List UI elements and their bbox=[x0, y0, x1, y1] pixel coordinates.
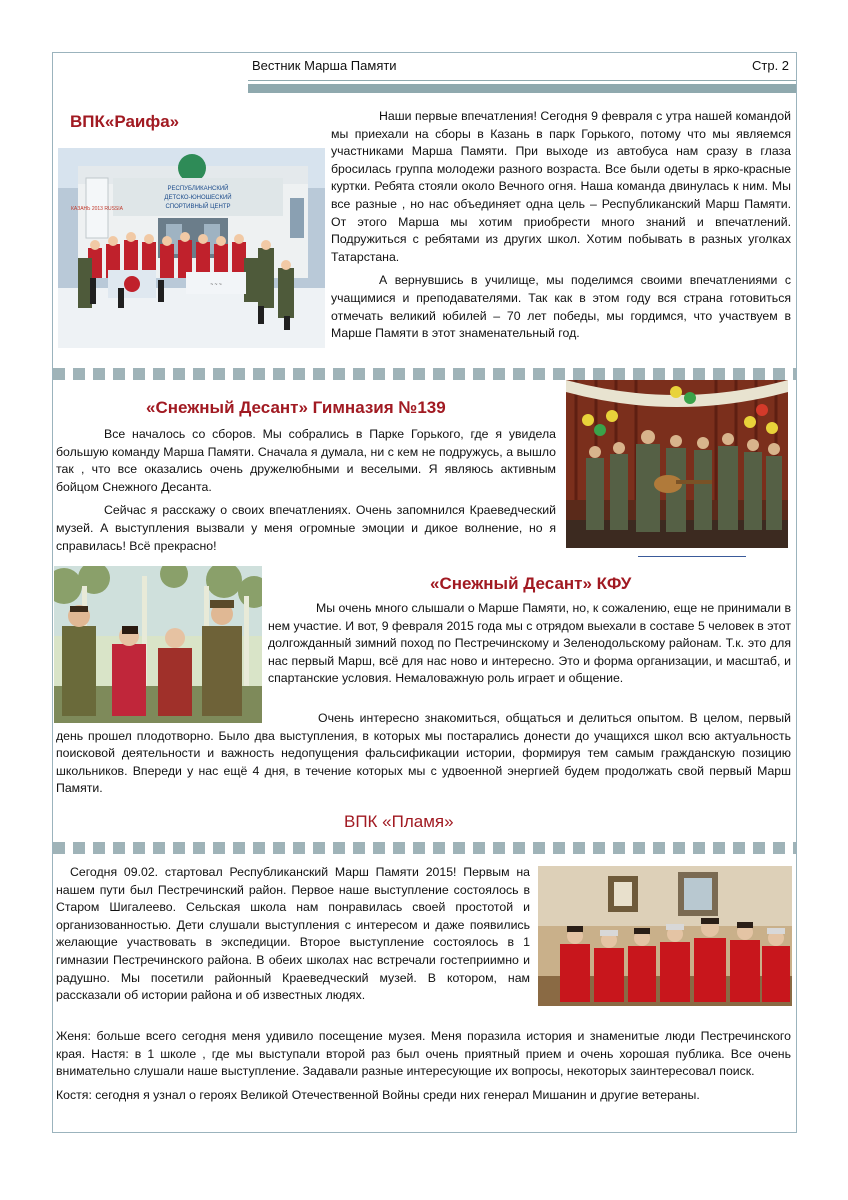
text-plamya-2 bbox=[56, 1028, 791, 1104]
photo-raifa-banner: КАЗАНЬ 2013 RUSSIA bbox=[71, 206, 123, 212]
gymnasium-paragraph-2: Сейчас я расскажу о своих впечатлениях. Очень запомнился Краеведческий музей. А выступления вызвали у меня огромные эмоции и дикое волнение, но я справилась! Всё прекрасно! bbox=[56, 503, 556, 553]
page-number: Стр. 2 bbox=[752, 58, 790, 73]
text-plamya-1 bbox=[56, 864, 530, 1005]
photo-raifa-sign-2: ДЕТСКО-ЮНОШЕСКИЙ bbox=[164, 195, 232, 201]
plamya-paragraph-3: Костя: сегодня я узнал о героях Великой Отечественной Войны среди них генерал Мишанин и другие ветераны. bbox=[56, 1087, 700, 1102]
photo-separator-line bbox=[638, 556, 746, 557]
text-raifa bbox=[331, 108, 791, 343]
header-rule-thin bbox=[248, 80, 796, 81]
raifa-paragraph-2: А вернувшись в училище, мы поделимся своими впечатлениями с учащимися и преподавателями. Так как в этом году вся страна готовиться отмечать великий юбилей – 70 лет победы, мы гордимся, что участвуем в Марше Памяти в этот знаменательный год. bbox=[331, 273, 791, 341]
section-title-gymnasium: «Снежный Десант» Гимназия №139 bbox=[146, 398, 446, 417]
section-title-kfu: «Снежный Десант» КФУ bbox=[430, 574, 632, 593]
photo-raifa-sign-1: РЕСПУБЛИКАНСКИЙ bbox=[167, 186, 229, 192]
plamya-paragraph-1: Сегодня 09.02. стартовал Республиканский Марш Памяти 2015! Первым на нашем пути был Пестречинский район. Первое наше выступление состоялось в Старом Шигалеево. Сельская школа нам понравилась своей простотой и организованностью. Дети слушали выступления с интересом и даже появились желающие участвовать в экспедиции. Второе выступление состоялось в 1 гимназии Пестречинского района. В обеих школах нас встречали гостеприимно и радушно. Мы посетили районный Краеведческий музей. В котором, нам рассказали об истории района и об известных людях. bbox=[56, 865, 530, 1003]
plamya-paragraph-2: Женя: больше всего сегодня меня удивило посещение музея. Меня поразила история и знаменитые люди Пестречинского края. Настя: в 1 школе , где мы выступали второй раз был очень приятный прием и очень хорошая публика. Все очень внимательно слушали наше выступление. Задавали разные интересующие их вопросы, некоторых заинтересовал поиск. bbox=[56, 1029, 791, 1079]
text-kfu-1 bbox=[268, 600, 791, 688]
section-title-raifa: ВПК«Раифа» bbox=[70, 112, 180, 131]
text-gymnasium bbox=[56, 426, 556, 555]
newsletter-title: Вестник Марша Памяти bbox=[252, 58, 397, 73]
photo-raifa-sign-3: СПОРТИВНЫЙ ЦЕНТР bbox=[165, 204, 231, 210]
raifa-paragraph-1: Наши первые впечатления! Сегодня 9 февраля с утра нашей командой мы приехали на сборы в Казань в парк Горького, потому что мы являемся участниками Марша Памяти. При выходе из автобуса нам сразу в глаза бросилась группа молодежи разного возраста. Все были одеты в ярко-красные куртки. Ребята стояли около Вечного огня. Наша команда двинулась к ним. Мы все разные , но нас объединяет одна цель – Республиканский Марш Памяти. От этого Марша мы хотим приобрести много знаний и впечатлений. Подружиться с ребятами из других школ. Хотим побывать в разных уголках Татарстана. bbox=[331, 109, 791, 264]
kfu-paragraph-2: Очень интересно знакомиться, общаться и делиться опытом. В целом, первый день прошел плодотворно. Было два выступления, в которых мы постарались донести до учащихся школ всю актуальность поисковой деятельности и важность недопущения фальсификации истории, формируя тем самым гражданскую позицию школьников. Впереди у нас ещё 4 дня, в течение которых мы с удвоенной энергией будем продолжать свой первый Марш Памяти. bbox=[56, 711, 791, 796]
section-divider bbox=[53, 368, 796, 380]
photo-plamya-group bbox=[538, 866, 792, 1006]
header-rule bbox=[248, 84, 796, 93]
photo-raifa-group bbox=[58, 148, 325, 348]
text-kfu-2 bbox=[56, 710, 791, 798]
section-title-plamya: ВПК «Пламя» bbox=[344, 812, 454, 831]
kfu-paragraph-1: Мы очень много слышали о Марше Памяти, но, к сожалению, еще не принимали в нем участие. И вот, 9 февраля 2015 года мы с отрядом выехали в составе 5 человек в этот долгожданный зимний поход по Пестречинскому и Зеленодольскому районам. Т.к. это для нас первый Марш, всё для нас ново и интересно. Это и форма организации, и масштаб, и спартанские условия. Немаловажную роль играет и общение. bbox=[268, 601, 791, 686]
photo-gymnasium-stage bbox=[566, 380, 788, 548]
gymnasium-paragraph-1: Все началось со сборов. Мы собрались в Парке Горького, где я увидела большую команду Марша Памяти. Сначала я думала, ни с кем не подружусь, а вышло так , что все оказались очень дружелюбными и веселыми. Я являюсь активным бойцом Снежного Десанта. bbox=[56, 427, 556, 494]
photo-kfu-group bbox=[54, 566, 262, 723]
svg-text:~ ~ ~: ~ ~ ~ bbox=[210, 282, 222, 288]
section-divider-2 bbox=[53, 842, 796, 854]
